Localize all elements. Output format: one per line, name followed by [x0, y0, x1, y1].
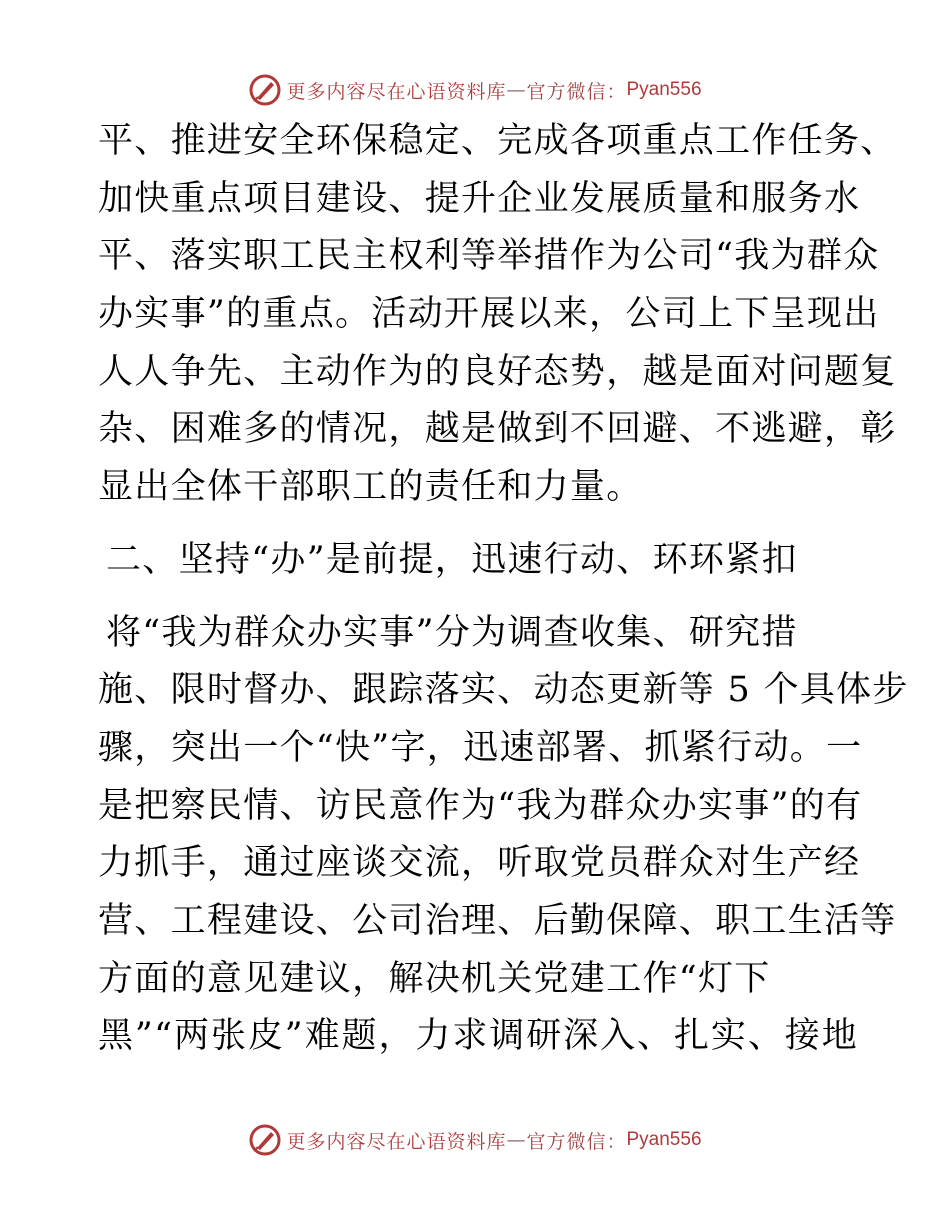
text-line: 平、推进安全环保稳定、完成各项重点工作任务、 [98, 121, 897, 161]
text-line: 骤，突出一个“快”字，迅速部署、抓紧行动。一 [98, 727, 863, 768]
banner-wechat-label: 官方微信： [526, 1130, 627, 1153]
text-line: 办实事”的重点。活动开展以来，公司上下呈现出 [98, 294, 880, 335]
banner-separator: — [506, 79, 527, 101]
text-line: 营、工程建设、公司治理、后勤保障、职工生活等 [98, 900, 897, 941]
banner-wechat-label: 官方微信： [526, 80, 627, 103]
quill-circle-logo-icon [248, 1123, 282, 1157]
text-line: 是把察民情、访民意作为“我为群众办实事”的有 [98, 785, 863, 826]
text-line: 显出全体干部职工的责任和力量。 [98, 467, 643, 508]
paragraph-1 [98, 113, 897, 517]
banner-wechat-account: Pyan556 [626, 1129, 702, 1150]
banner-site-text: 更多内容尽在心语资料库 [286, 1130, 507, 1153]
text-line: 杂、困难多的情况，越是做到不回避、不逃避，彰 [98, 409, 897, 450]
header-banner [0, 70, 950, 110]
banner-site-text: 更多内容尽在心语资料库 [286, 80, 507, 103]
text-line: 平、落实职工民主权利等举措作为公司“我为群众 [98, 236, 880, 277]
text-line: 方面的意见建议，解决机关党建工作“灯下 [98, 958, 771, 999]
text-line: 力抓手，通过座谈交流，听取党员群众对生产经 [98, 843, 861, 884]
text-line: 施、限时督办、跟踪落实、动态更新等 5 个具体步 [98, 670, 909, 711]
quill-circle-logo-icon [248, 73, 282, 107]
text-line: 加快重点项目建设、提升企业发展质量和服务水 [98, 178, 861, 219]
text-line: 将“我为群众办实事”分为调查收集、研究措 [106, 612, 798, 653]
banner-wechat-account: Pyan556 [626, 79, 702, 100]
text-line: 黑”“两张皮”难题，力求调研深入、扎实、接地 [98, 1016, 858, 1057]
section-heading: 二、坚持“办”是前提，迅速行动、环环紧扣 [106, 539, 798, 580]
document-body [98, 113, 909, 1066]
text-line: 人人争先、主动作为的良好态势，越是面对问题复 [98, 351, 897, 392]
banner-separator: — [506, 1129, 527, 1151]
paragraph-2 [98, 605, 909, 1067]
footer-banner [0, 1120, 950, 1160]
